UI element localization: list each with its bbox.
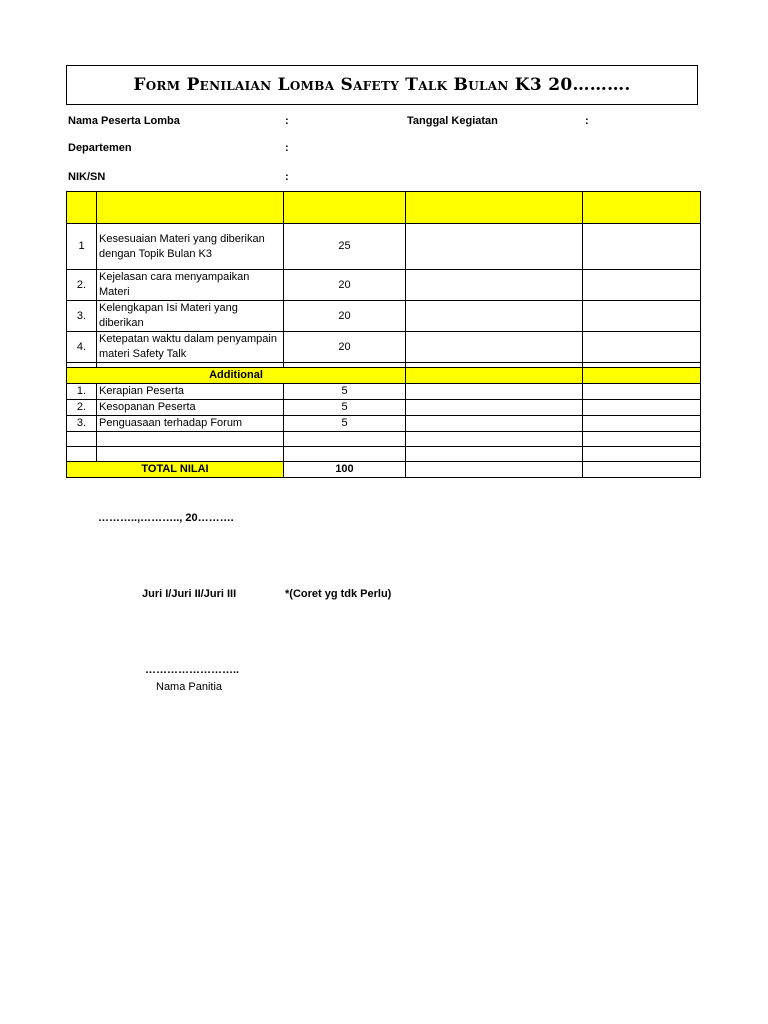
row-number: 2. xyxy=(67,400,97,416)
note-cell[interactable] xyxy=(583,270,701,301)
info-row-nik xyxy=(0,171,768,185)
table-row xyxy=(67,384,701,400)
score-input-cell[interactable] xyxy=(406,400,583,416)
form-title: Form Penilaian Lomba Safety Talk Bulan K3 20………. xyxy=(66,65,698,105)
total-value: 100 xyxy=(284,462,406,478)
criteria-cell: Penguasaan terhadap Forum xyxy=(97,416,284,432)
note-cell[interactable] xyxy=(583,301,701,332)
info-row-departemen xyxy=(0,142,768,156)
table-row xyxy=(67,224,701,270)
max-score-cell: 20 xyxy=(284,270,406,301)
max-score-cell: 5 xyxy=(284,416,406,432)
table-row xyxy=(67,301,701,332)
criteria-cell: Kerapian Peserta xyxy=(97,384,284,400)
criteria-cell: Kejelasan cara menyampaikan Materi xyxy=(97,270,284,301)
scoring-table xyxy=(66,191,701,478)
score-input-cell[interactable] xyxy=(406,301,583,332)
row-number: 1 xyxy=(67,224,97,270)
nik-colon: : xyxy=(285,171,289,183)
nama-label: Nama Peserta Lomba xyxy=(68,115,180,127)
tanggal-label: Tanggal Kegiatan xyxy=(407,115,498,127)
total-note-cell[interactable] xyxy=(583,462,701,478)
date-line: ………..,……….., 20………. xyxy=(98,512,234,524)
max-score-cell: 20 xyxy=(284,332,406,363)
score-input-cell[interactable] xyxy=(406,224,583,270)
note-cell[interactable] xyxy=(583,224,701,270)
score-input-cell[interactable] xyxy=(406,384,583,400)
table-row xyxy=(67,400,701,416)
header-cell xyxy=(284,192,406,224)
criteria-cell: Kesopanan Peserta xyxy=(97,400,284,416)
note-cell[interactable] xyxy=(583,400,701,416)
row-number: 3. xyxy=(67,416,97,432)
header-cell xyxy=(583,192,701,224)
departemen-label: Departemen xyxy=(68,142,132,154)
info-row-nama xyxy=(0,115,768,129)
criteria-cell: Kesesuaian Materi yang diberikan dengan Topik Bulan K3 xyxy=(97,224,284,270)
row-number: 1. xyxy=(67,384,97,400)
header-cell xyxy=(97,192,284,224)
table-header-row xyxy=(67,192,701,224)
max-score-cell: 5 xyxy=(284,384,406,400)
tanggal-colon: : xyxy=(585,115,589,127)
row-number: 4. xyxy=(67,332,97,363)
header-cell xyxy=(67,192,97,224)
coret-note: *(Coret yg tdk Perlu) xyxy=(285,588,392,600)
empty-row xyxy=(67,447,701,462)
note-cell[interactable] xyxy=(583,416,701,432)
criteria-cell: Kelengkapan Isi Materi yang diberikan xyxy=(97,301,284,332)
note-cell[interactable] xyxy=(583,384,701,400)
max-score-cell: 5 xyxy=(284,400,406,416)
total-row xyxy=(67,462,701,478)
header-cell xyxy=(406,192,583,224)
additional-label: Additional xyxy=(67,368,406,384)
max-score-cell: 20 xyxy=(284,301,406,332)
score-input-cell[interactable] xyxy=(406,416,583,432)
table-row xyxy=(67,332,701,363)
signature-line: …………………….. xyxy=(145,664,240,676)
empty-row xyxy=(67,432,701,447)
total-label: TOTAL NILAI xyxy=(67,462,284,478)
nik-label: NIK/SN xyxy=(68,171,106,183)
max-score-cell: 25 xyxy=(284,224,406,270)
departemen-colon: : xyxy=(285,142,289,154)
row-number: 2. xyxy=(67,270,97,301)
juri-label: Juri I/Juri II/Juri III xyxy=(142,588,237,600)
table-row xyxy=(67,270,701,301)
row-number: 3. xyxy=(67,301,97,332)
table-row xyxy=(67,416,701,432)
note-cell[interactable] xyxy=(583,332,701,363)
signature-name: Nama Panitia xyxy=(156,681,223,693)
score-input-cell[interactable] xyxy=(406,270,583,301)
score-input-cell[interactable] xyxy=(406,332,583,363)
nama-colon: : xyxy=(285,115,289,127)
total-score-cell[interactable] xyxy=(406,462,583,478)
criteria-cell: Ketepatan waktu dalam penyampain materi Safety Talk xyxy=(97,332,284,363)
additional-header-row xyxy=(67,368,701,384)
